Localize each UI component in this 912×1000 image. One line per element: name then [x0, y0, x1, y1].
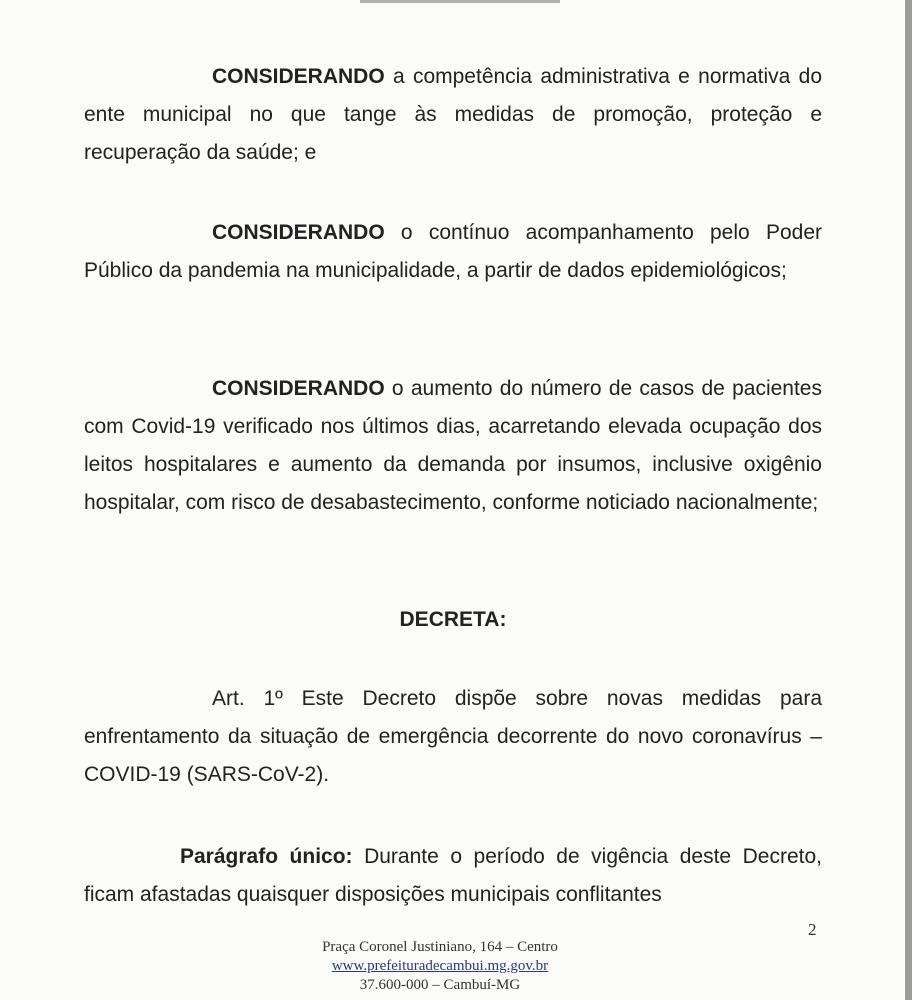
paragraph-text: a competência administrativa e normativa do ente municipal no que tange às medidas de promoção, proteção e recuperação da saúde; e: [84, 65, 822, 164]
considerando-lead: CONSIDERANDO: [212, 65, 385, 88]
page-edge-shadow: [905, 0, 912, 1000]
footer-cep: 37.600-000 – Cambuí-MG: [359, 977, 521, 993]
paragraph-text: o aumento do número de casos de pacientes com Covid-19 verificado nos últimos dias, acarretando elevada ocupação dos leitos hospitalares e aumento da demanda por insumos, inclusive oxigênio hospitalar, com risco de desabastecimento, conforme noticiado nacionalmente;: [84, 377, 822, 514]
paragrafo-unico-lead: Parágrafo único:: [180, 845, 353, 868]
paragrafo-unico: [84, 838, 822, 914]
footer-website-link[interactable]: www.prefeituradecambui.mg.gov.br: [331, 958, 549, 974]
paragrafo-unico-text: Durante o período de vigência deste Decreto, ficam afastadas quaisquer disposições municipais conflitantes: [84, 845, 822, 906]
considerando-lead: CONSIDERANDO: [212, 377, 385, 400]
considerando-paragraph-1: [84, 58, 822, 172]
paragraph-text: o contínuo acompanhamento pelo Poder Público da pandemia na municipalidade, a partir de dados epidemiológicos;: [84, 221, 822, 282]
page-number: 2: [808, 920, 817, 939]
considerando-paragraph-3: [84, 370, 822, 522]
article-1: Art. 1º Este Decreto dispõe sobre novas medidas para enfrentamento da situação de emergência decorrente do novo coronavírus – COVID-19 (SARS-CoV-2).: [84, 687, 822, 786]
footer-address: Praça Coronel Justiniano, 164 – Centro: [322, 939, 558, 955]
considerando-paragraph-2: [84, 214, 822, 290]
considerando-lead: CONSIDERANDO: [212, 221, 385, 244]
decreta-heading: DECRETA:: [399, 608, 507, 631]
cut-off-header-line: [360, 0, 560, 3]
footer: [190, 938, 690, 995]
